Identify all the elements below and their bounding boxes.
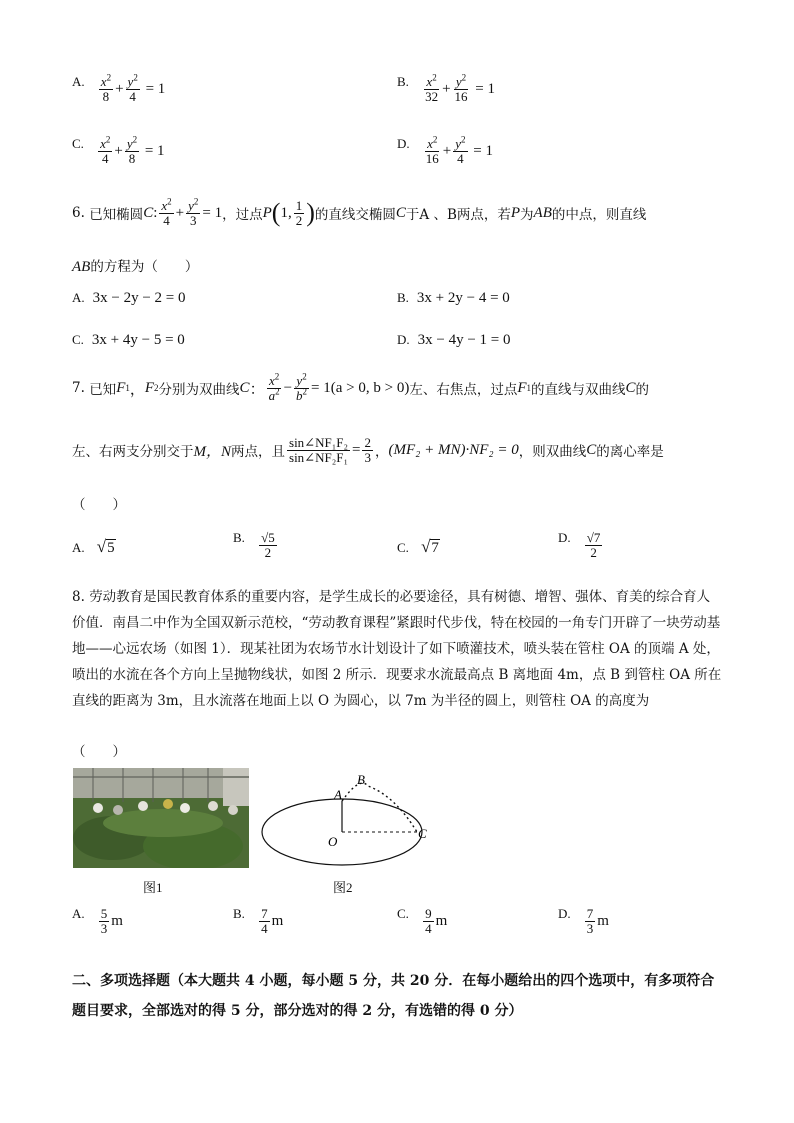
label-o: O [328,834,338,849]
label-c: C [418,826,427,841]
q6-option-a[interactable]: A. 3x − 2y − 2 = 0 [72,290,186,306]
q7-stem-line2: 左、右两支分别交于 M，N 两点，且 $\frac{\text{sin∠NF₁F₂}}{\text{sin∠NF₂F₁}}$ = $\frac{2}{3}$ ， (MF₂ + MN)·NF₂ = 0 ，则双曲线 C 的离心率是 [72,435,664,465]
q6-stem: 6. 已知椭圆 C : $\frac{x^2}{4}$ + $\frac{y^2}{3}$ = 1 ，过点 P ( 1, $\frac{1}{2}$ ) 的直线交椭圆 C 于A 、B两点，若 P 为 AB 的中点，则直线 [72,196,647,228]
farm-photo-illustration [73,768,249,868]
q8-option-b[interactable]: B. $\frac{7}{4}$ m [233,906,284,936]
q8-option-d[interactable]: D. $\frac{7}{3}$ m [558,906,609,936]
section-2-heading: 二、多项选择题（本大题共 4 小题，每小题 5 分，共 20 分．在每小题给出的四个选项中，有多项符合题目要求，全部选对的得 5 分，部分选对的得 2 分，有选错的得 0 分） [72,973,715,1019]
q5-option-c-equation: $\frac{x^2}{4}$ + $\frac{y^2}{8}$ = 1 [100,134,165,166]
label-a: A [334,787,342,802]
q6-option-c[interactable]: C. 3x + 4y − 5 = 0 [72,332,185,348]
q7-answer-paren: （ ） [72,497,126,513]
sprinkler-diagram [255,768,445,870]
q7-option-a[interactable]: A. √ 5 [72,537,115,556]
q5-option-b[interactable]: B. $\frac{x^2}{32}$ + $\frac{y^2}{16}$ = 1 [397,72,495,104]
q5-option-d-equation: $\frac{x^2}{16}$ + $\frac{y^2}{4}$ = 1 [425,134,493,166]
q8-option-a[interactable]: A. $\frac{5}{3}$ m [72,906,123,936]
q5-option-a[interactable]: A. $\frac{x^2}{8}$ + $\frac{y^2}{4}$ = 1 [72,72,166,104]
q7-option-d[interactable]: D. $\frac{√7}{2}$ [558,530,601,560]
q8-option-c[interactable]: C. $\frac{9}{4}$ m [397,906,448,936]
farm-photo [73,768,249,868]
q6-stem-line2: AB的方程为（ ） [72,259,199,275]
water-arc [342,783,417,832]
figure-2-caption: 图2 [333,880,353,895]
q5-option-d[interactable]: D. $\frac{x^2}{16}$ + $\frac{y^2}{4}$ = 1 [397,134,493,166]
q8-stem: 8. 劳动教育是国民教育体系的重要内容，是学生成长的必要途径，具有树德、增智、强体、育美的综合育人价值．南昌二中作为全国双新示范校，“劳动教育课程”紧跟时代步伐，特在校园的一角专门开辟了一块劳动基地——心远农场（如图 1）．现某社团为农场节水计划设计了如下喷灌技术，喷头装在管柱 OA 的顶端 A 处，喷出的水流在各个方向上呈抛物线状，如图 2 所示．现要求水流最高点 B 离地面 4m，点 B 到管柱 OA 所在直线的距离为 3m，且水流落在地面上以 O 为圆心，以 7m 为半径的圆上，则管柱 OA 的高度为 [72,589,722,709]
q6-option-d[interactable]: D. 3x − 4y − 1 = 0 [397,332,511,348]
q7-stem: 7. 已知 F 1 ， F 2 分别为双曲线 C ： $\frac{x^2}{a^2}$ − $\frac{y^2}{b^2}$ = 1 (a > 0, b > 0) 左、右焦点，过点 F 1 的直线与双曲线 C 的 [72,371,650,403]
q5-option-b-equation: $\frac{x^2}{32}$ + $\frac{y^2}{16}$ = 1 [425,72,495,104]
q7-option-b[interactable]: B. $\frac{√5}{2}$ [233,530,275,560]
label-b: B [357,772,365,787]
q5-option-a-equation: $\frac{x^2}{8}$ + $\frac{y^2}{4}$ = 1 [100,72,166,104]
q7-option-c[interactable]: C. √ 7 [397,537,439,556]
q6-option-b[interactable]: B. 3x + 2y − 4 = 0 [397,290,510,306]
q8-answer-paren: （ ） [72,744,126,760]
q5-option-c[interactable]: C. $\frac{x^2}{4}$ + $\frac{y^2}{8}$ = 1 [72,134,165,166]
figure-1-caption: 图1 [143,880,163,895]
